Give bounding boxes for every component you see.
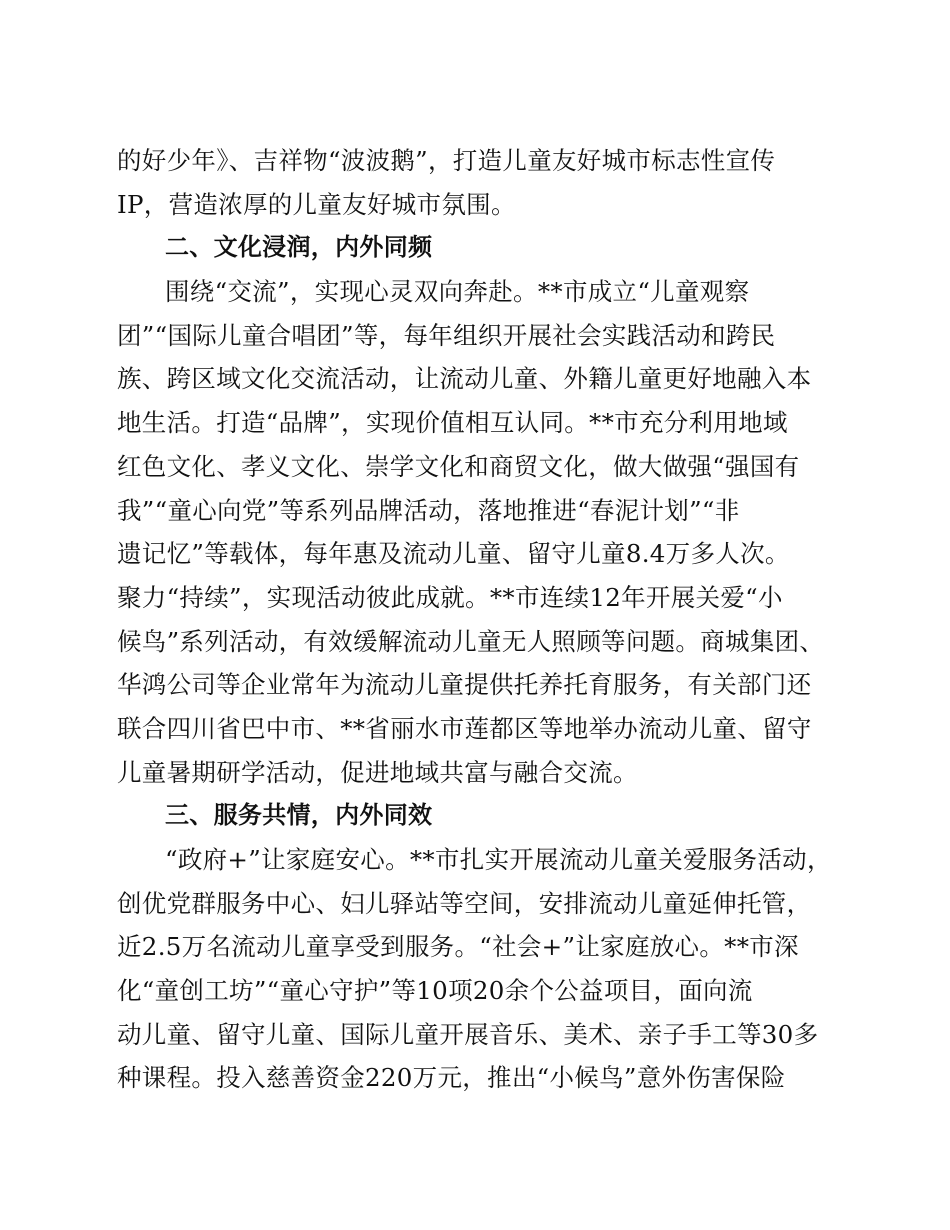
text-line: 创优党群服务中心、妇儿驿站等空间，安排流动儿童延伸托管， [117, 888, 812, 918]
text-line: 近2.5万名流动儿童享受到服务。“社会+”让家庭放心。**市深 [117, 932, 799, 962]
text-line: 的好少年》、吉祥物“波波鹅”，打造儿童友好城市标志性宣传 [117, 146, 776, 175]
text-line: 种课程。投入慈善资金220万元，推出“小候鸟”意外伤害保险 [117, 1063, 786, 1093]
paragraph-start-line: “政府+”让家庭安心。**市扎实开展流动儿童关爱服务活动， [165, 845, 832, 874]
text-line: 我”“童心向党”等系列品牌活动，落地推进“春泥计划”“非 [117, 495, 740, 525]
section-heading-3: 三、服务共情，内外同效 [165, 801, 433, 830]
document-body [117, 139, 837, 1100]
text-line: IP，营造浓厚的儿童友好城市氛围。 [117, 189, 516, 219]
text-line: 候鸟”系列活动，有效缓解流动儿童无人照顾等问题。商城集团、 [117, 626, 825, 656]
text-line: 联合四川省巴中市、**省丽水市莲都区等地举办流动儿童、留守 [117, 713, 812, 743]
text-line: 化“童创工坊”“童心守护”等10项20余个公益项目，面向流 [117, 976, 753, 1006]
text-line: 动儿童、留守儿童、国际儿童开展音乐、美术、亲子手工等30多 [117, 1019, 819, 1049]
paragraph-start-line: 围绕“交流”，实现心灵双向奔赴。**市成立“儿童观察 [165, 277, 750, 307]
text-line: 团”“国际儿童合唱团”等，每年组织开展社会实践活动和跨民 [117, 320, 776, 350]
text-line: 聚力“持续”，实现活动彼此成就。**市连续12年开展关爱“小 [117, 582, 783, 612]
text-line: 族、跨区域文化交流活动，让流动儿童、外籍儿童更好地融入本 [117, 364, 812, 394]
text-line: 红色文化、孝义文化、崇学文化和商贸文化，做大做强“强国有 [117, 451, 800, 481]
text-line: 华鸿公司等企业常年为流动儿童提供托养托育服务，有关部门还 [117, 670, 812, 700]
text-line: 遗记忆”等载体，每年惠及流动儿童、留守儿童8.4万多人次。 [117, 539, 790, 569]
text-line: 地生活。打造“品牌”，实现价值相互认同。**市充分利用地域 [117, 408, 788, 438]
section-heading-2: 二、文化浸润，内外同频 [165, 233, 433, 262]
text-line: 儿童暑期研学活动，促进地域共富与融合交流。 [117, 757, 638, 787]
